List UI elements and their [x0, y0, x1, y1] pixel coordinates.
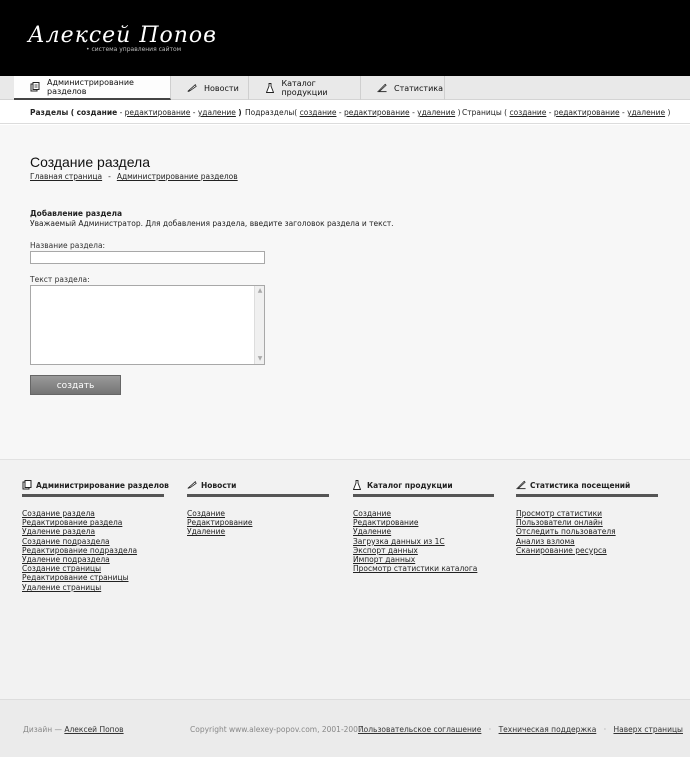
flask-icon [265, 83, 274, 93]
scroll-up-icon[interactable]: ▲ [257, 287, 263, 294]
footer-link[interactable]: Удаление [187, 527, 226, 537]
form-description: Уважаемый Администратор. Для добавления раздела, введите заголовок раздела и текст. [30, 219, 394, 228]
footer-link[interactable]: Анализ взлома [516, 536, 575, 546]
footer-link[interactable]: Редактирование страницы [22, 573, 129, 583]
footer-link[interactable]: Создание [353, 509, 391, 518]
breadcrumb-home-link[interactable]: Главная страница [30, 172, 103, 181]
chart-pen-icon [377, 83, 387, 93]
tab-news[interactable] [171, 76, 249, 100]
footer-link[interactable]: Создание подраздела [22, 536, 110, 546]
footer-link[interactable]: Просмотр статистики [516, 509, 602, 518]
footer-link[interactable]: Создание [187, 509, 225, 518]
document-icon [22, 480, 32, 490]
footer-bar [0, 699, 690, 757]
footer-link[interactable]: Сканирование ресурса [516, 545, 607, 555]
tab-statistics[interactable] [361, 76, 445, 100]
form-heading: Добавление раздела [30, 209, 123, 218]
tab-label: Каталог продукции [281, 79, 328, 97]
section-name-input[interactable] [30, 251, 265, 264]
main-nav [0, 76, 690, 100]
subnav-edit-link[interactable]: редактирование [124, 108, 191, 117]
breadcrumb: Главная страница - Администрирование разделов [30, 172, 238, 181]
design-credit: Дизайн — Алексей Попов [23, 725, 124, 734]
footer-column-statistics [516, 480, 658, 555]
chart-pen-icon [516, 480, 526, 490]
subnav-delete-link[interactable]: удаление [197, 108, 236, 117]
subnav-title: Подразделы [245, 108, 295, 117]
footer-link[interactable]: Редактирование [187, 518, 253, 528]
footer-link[interactable]: Создание раздела [22, 509, 95, 518]
subnav-title: Разделы [30, 108, 69, 117]
site-header [0, 0, 690, 76]
footer-link[interactable]: Импорт данных [353, 555, 416, 565]
main-content [0, 125, 690, 459]
section-name-label: Название раздела: [30, 241, 106, 250]
copyright: Copyright www.alexey-popov.com, 2001-2007. [190, 725, 366, 734]
footer-link[interactable]: Создание страницы [22, 564, 102, 574]
page-title: Создание раздела [30, 154, 151, 170]
subnav-edit-link[interactable]: редактирование [553, 108, 620, 117]
tab-label: Статистика [394, 83, 443, 93]
section-text-textarea[interactable] [30, 285, 265, 365]
subnav-title: Страницы [462, 108, 502, 117]
footer-link[interactable]: Редактирование [353, 518, 419, 528]
subnav-open: ( [70, 108, 75, 117]
footer-column-header: Каталог продукции [353, 480, 494, 497]
subnav-pages: Страницы ( создание - редактирование - удаление ) [462, 108, 671, 117]
footer-column-sections [22, 480, 169, 592]
tab-sections-admin[interactable] [14, 76, 171, 100]
subnav-create-link[interactable]: создание [509, 108, 547, 117]
document-icon [30, 82, 40, 92]
footer-link[interactable]: Экспорт данных [353, 545, 418, 555]
footer-sitemap [0, 459, 690, 699]
logo[interactable] [28, 23, 217, 53]
agreement-link[interactable]: Пользовательское соглашение [358, 725, 482, 734]
design-author-link[interactable]: Алексей Попов [64, 725, 124, 734]
support-link[interactable]: Техническая поддержка [498, 725, 597, 734]
footer-link[interactable]: Пользователи онлайн [516, 518, 603, 528]
sub-nav [0, 100, 690, 124]
footer-link[interactable]: Удаление [353, 527, 392, 537]
subnav-create-link[interactable]: создание [299, 108, 337, 117]
footer-link[interactable]: Удаление подраздела [22, 555, 110, 565]
footer-column-header: Статистика посещений [516, 480, 658, 497]
tab-label: Новости [204, 83, 239, 93]
subnav-edit-link[interactable]: редактирование [343, 108, 410, 117]
to-top-link[interactable]: Наверх страницы [613, 725, 683, 734]
footer-link[interactable]: Отследить пользователя [516, 527, 616, 537]
flask-icon [353, 480, 363, 490]
footer-link[interactable]: Загрузка данных из 1С [353, 536, 445, 546]
tab-catalog[interactable] [249, 76, 361, 100]
breadcrumb-current-link[interactable]: Администрирование разделов [116, 172, 238, 181]
footer-link[interactable]: Просмотр статистики каталога [353, 564, 478, 574]
subnav-sections: Разделы ( создание - редактирование - удаление ) [30, 108, 242, 117]
footer-link[interactable]: Редактирование подраздела [22, 545, 138, 555]
footer-column-catalog [353, 480, 494, 573]
section-text-label: Текст раздела: [30, 275, 90, 284]
tab-label: Администрирование разделов [47, 78, 134, 96]
quill-icon [187, 83, 197, 93]
footer-link[interactable]: Удаление раздела [22, 527, 96, 537]
footer-link[interactable]: Удаление страницы [22, 582, 102, 592]
subnav-create-current: создание [76, 108, 118, 117]
logo-subtitle: • система управления сайтом [86, 46, 182, 53]
footer-column-header: Администрирование разделов [22, 480, 164, 497]
footer-column-header: Новости [187, 480, 329, 497]
subnav-delete-link[interactable]: удаление [627, 108, 666, 117]
logo-text: Алексей Попов [28, 23, 217, 48]
scroll-down-icon[interactable]: ▼ [257, 355, 263, 362]
footer-link[interactable]: Редактирование раздела [22, 518, 123, 528]
textarea-scrollbar[interactable] [254, 286, 264, 364]
footer-links: Пользовательское соглашение · Техническая поддержка · Наверх страницы [358, 725, 683, 734]
subnav-subsections: Подразделы( создание - редактирование - удаление ) [245, 108, 461, 117]
create-button[interactable]: создать [30, 375, 121, 395]
footer-column-news [187, 480, 329, 537]
quill-icon [187, 480, 197, 490]
subnav-delete-link[interactable]: удаление [417, 108, 456, 117]
